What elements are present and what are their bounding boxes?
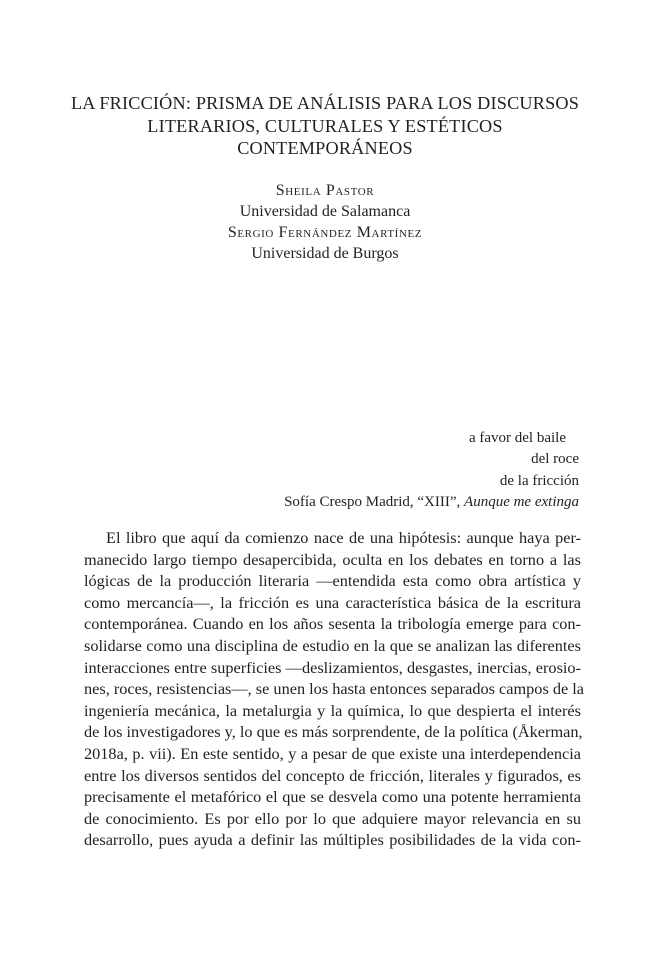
chapter-title <box>60 92 590 160</box>
body-line: desarrollo, pues ayuda a definir las múltiples posibilidades de la vida con- <box>84 830 581 850</box>
chapter-title-line: LITERARIOS, CULTURALES Y ESTÉTICOS <box>147 115 503 136</box>
body-line: El libro que aquí da comienzo nace de una hipótesis: aunque haya per- <box>106 528 581 547</box>
body-line: entre los diversos sentidos del concepto de fricción, literales y figurados, es <box>84 765 581 785</box>
author-affiliation: Universidad de Salamanca <box>239 203 411 220</box>
epigraph <box>159 428 579 514</box>
body-line: precisamente el metafórico el que se desvela como una potente herramienta <box>84 787 581 807</box>
body-line: de conocimiento. Es por ello por lo que adquiere mayor relevancia en su <box>84 808 581 828</box>
epigraph-line: del roce <box>531 451 579 468</box>
epigraph-line: de la fricción <box>499 472 579 489</box>
body-line: 2018a, p. vii). En este sentido, y a pesar de que existe una interdependencia <box>84 743 581 763</box>
body-line: de los investigadores y, lo que es más sorprendente, de la política (Åkerman, <box>84 722 583 742</box>
body-line: como mercancía—, la fricción es una característica básica de la escritura <box>84 592 581 612</box>
body-line: contemporánea. Cuando en los años sesenta la tribología emerge para con- <box>84 614 581 634</box>
body-line: nes, roces, resistencias—, se unen los hasta entonces separados campos de la <box>84 679 585 699</box>
author-name: Sergio Fernández Martínez <box>227 224 423 241</box>
epigraph-source-author: Sofía Crespo Madrid, “XIII”, <box>284 494 465 511</box>
body-line: ingeniería mecánica, la metalurgia y la química, lo que despierta el interés <box>84 700 581 720</box>
body-paragraph <box>84 527 585 851</box>
author-block <box>100 180 550 264</box>
epigraph-source-work: Aunque me extinga <box>464 494 579 511</box>
body-line: solidarse como una disciplina de estudio en la que se analizan las diferentes <box>84 635 581 655</box>
body-line: lógicas de la producción literaria —entendida esta como obra artística y <box>84 571 581 591</box>
body-line: interacciones entre superficies —deslizamientos, desgastes, inercias, erosio- <box>84 657 581 677</box>
author-affiliation: Universidad de Burgos <box>251 245 399 262</box>
epigraph-line: a favor del baile <box>468 430 566 446</box>
epigraph-source <box>159 492 579 513</box>
chapter-title-line: LA FRICCIÓN: PRISMA DE ANÁLISIS PARA LOS DISCURSOS <box>70 93 580 113</box>
body-line: manecido largo tiempo desapercibida, oculta en los debates en torno a las <box>84 549 581 569</box>
chapter-title-line: CONTEMPORÁNEOS <box>237 138 413 158</box>
author-name: Sheila Pastor <box>275 182 375 199</box>
